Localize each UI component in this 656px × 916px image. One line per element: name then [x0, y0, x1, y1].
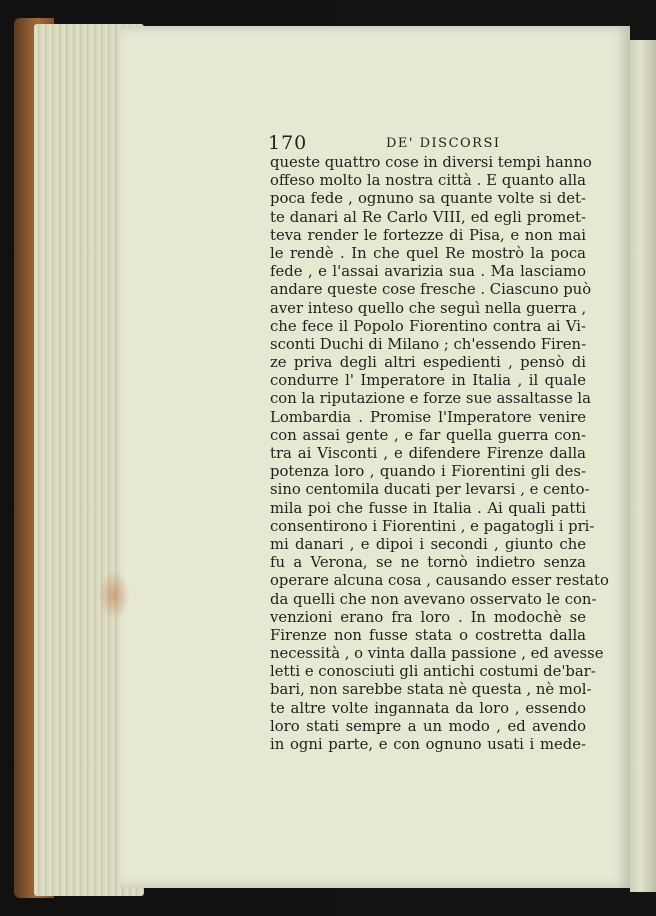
- page-number: 170: [268, 132, 308, 154]
- text-line: Lombardia . Promise l'Imperatore venire: [270, 408, 586, 426]
- text-line: sino centomila ducati per levarsi , e cento-: [270, 481, 590, 499]
- text-line: letti e conosciuti gli antichi costumi de'bar-: [270, 663, 596, 681]
- text-line: potenza loro , quando i Fiorentini gli des-: [270, 463, 586, 481]
- text-line: con assai gente , e far quella guerra con-: [270, 426, 586, 444]
- text-line: aver inteso quello che seguì nella guerra ,: [270, 299, 587, 317]
- text-line: ze priva degli altri espedienti , pensò di: [270, 354, 586, 372]
- text-line: bari, non sarebbe stata nè questa , nè mol-: [270, 681, 592, 699]
- text-line: te altre volte ingannata da loro , essendo: [270, 699, 586, 717]
- text-line: necessità , o vinta dalla passione , ed avesse: [270, 645, 604, 663]
- text-line: da quelli che non avevano osservato le con-: [270, 590, 597, 608]
- next-page-edge: [630, 40, 656, 892]
- body-text: [270, 154, 609, 754]
- text-line: operare alcuna cosa , causando esser restato: [270, 572, 609, 590]
- text-line: tra ai Visconti , e difendere Firenze dalla: [270, 445, 586, 462]
- text-line: offeso molto la nostra città . E quanto alla: [270, 172, 586, 190]
- text-line: consentirono i Fiorentini , e pagatogli i pri-: [270, 517, 595, 535]
- text-line: teva render le fortezze di Pisa, e non mai: [270, 226, 586, 244]
- text-line: in ogni parte, e con ognuno usati i mede-: [270, 736, 586, 753]
- text-line: con la riputazione e forze sue assaltasse la: [270, 390, 591, 408]
- text-line: sconti Duchi di Milano ; ch'essendo Firen-: [270, 335, 587, 353]
- text-line: mi danari , e dipoi i secondi , giunto che: [270, 535, 586, 553]
- text-line: che fece il Popolo Fiorentino contra ai Vi-: [270, 317, 586, 335]
- text-line: condurre l' Imperatore in Italia , il quale: [270, 372, 586, 390]
- text-line: loro stati sempre a un modo , ed avendo: [270, 717, 586, 735]
- text-line: te danari al Re Carlo VIII, ed egli promet-: [270, 208, 586, 226]
- text-line: le rendè . In che quel Re mostrò la poca: [270, 244, 586, 262]
- text-line: poca fede , ognuno sa quante volte si det-: [270, 190, 586, 208]
- paper-stain: [98, 570, 130, 620]
- text-line: mila poi che fusse in Italia . Ai quali patti: [270, 499, 586, 517]
- page-header: [268, 132, 598, 154]
- text-line: andare queste cose fresche . Ciascuno può: [270, 281, 592, 299]
- text-line: fu a Verona, se ne tornò indietro senza: [270, 554, 586, 572]
- text-line: venzioni erano fra loro . In modochè se: [270, 608, 586, 626]
- text-line: fede , e l'assai avarizia sua . Ma lasciamo: [270, 263, 586, 281]
- text-line: Firenze non fusse stata o costretta dalla: [270, 626, 586, 644]
- text-line: queste quattro cose in diversi tempi hanno: [270, 154, 592, 171]
- running-head: DE' DISCORSI: [386, 136, 501, 151]
